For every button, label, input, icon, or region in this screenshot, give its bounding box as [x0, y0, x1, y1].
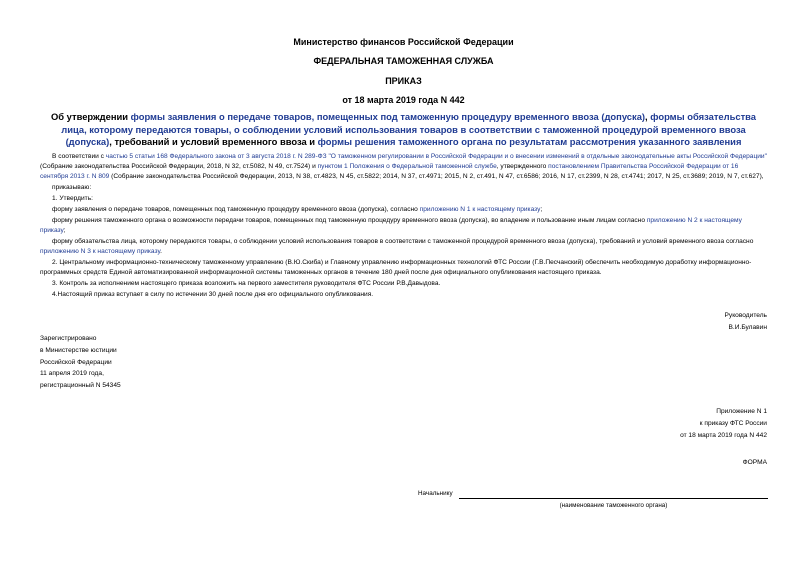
order-body: [40, 152, 768, 300]
item-form-2-end: ;: [63, 227, 66, 234]
link-appendix-2[interactable]: приложению N 2 к настоящему приказу: [40, 217, 742, 234]
preamble-text-1: В соответствии с: [52, 153, 106, 160]
signature-role: Руководитель: [724, 312, 767, 319]
service-heading: ФЕДЕРАЛЬНАЯ ТАМОЖЕННАЯ СЛУЖБА: [313, 56, 494, 66]
appendix-line-2: к приказу ФТС России: [699, 420, 767, 427]
appendix-line-3: от 18 марта 2019 года N 442: [680, 432, 767, 439]
item-form-1-end: ;: [540, 206, 543, 213]
title-sep-2: , требований и условий временного ввоза и: [109, 136, 318, 147]
item-form-1-text: форму заявления о передаче товаров, помещенных под таможенную процедуру временного ввоза (допуска), согласно: [52, 206, 420, 213]
registration-block: [40, 333, 121, 392]
item-2: 2. Центральному информационно-техническому таможенному управлению (В.Ю.Скиба) и Главному управлению информационных технологий ФТС России (Г.В.Песчанский) обеспечить необходимую доработку информационно-программных средств Единой автоматизированной информационной системы таможенных органов в течение 180 дней после дня официального опубликования настоящего приказа.: [40, 259, 752, 276]
title-link-application-form[interactable]: формы заявления о передаче товаров, помещенных под таможенную процедуру временного ввоза (допуска): [130, 111, 646, 122]
item-form-3-end: .: [160, 248, 162, 255]
title-link-decision-form[interactable]: формы решения таможенного органа по результатам рассмотрения указанного заявления: [317, 136, 742, 147]
date-number-heading: от 18 марта 2019 года N 442: [342, 95, 465, 105]
recipient-field-line[interactable]: [459, 498, 768, 499]
preamble-text-3: , утвержденного: [496, 163, 549, 170]
item-form-2: [40, 216, 768, 236]
registration-line: в Министерстве юстиции: [40, 346, 117, 354]
form-label: ФОРМА: [742, 459, 767, 466]
item-4: 4.Настоящий приказ вступает в силу по истечении 30 дней после дня его официального опубликования.: [52, 291, 374, 298]
link-appendix-1[interactable]: приложению N 1 к настоящему приказу: [419, 206, 541, 213]
item-form-1: [40, 205, 768, 215]
registration-line: Зарегистрировано: [40, 335, 97, 342]
item-3: 3. Контроль за исполнением настоящего приказа возложить на первого заместителя руководителя ФТС России Р.В.Давыдова.: [52, 280, 441, 287]
signature-name: В.И.Булавин: [728, 324, 767, 331]
doc-type-heading: ПРИКАЗ: [385, 76, 422, 86]
item-form-2-text: форму решения таможенного органа о возможности передачи товаров, помещенных под таможенную процедуру временного ввоза (допуска), во владение и пользование иным лицам согласно: [52, 217, 647, 224]
title-prefix: Об утверждении: [50, 111, 131, 122]
link-fcs-regulation[interactable]: пунктом 1 Положения о Федеральной таможенной службе: [317, 163, 497, 170]
title-sep-1: ,: [645, 111, 651, 122]
preamble-paragraph: [40, 152, 768, 182]
link-government-decree[interactable]: постановлением Правительства Российской Федерации от 16 сентября 2013 г. N 809: [40, 163, 739, 180]
link-federal-law[interactable]: частью 5 статьи 168 Федерального закона от 3 августа 2018 г. N 289-ФЗ "О таможенном регулировании в Российской Федерации и о внесении изменений в отдельные законодательные акты Российской Федерации": [105, 153, 767, 160]
recipient-field-caption: (наименование таможенного органа): [559, 502, 668, 509]
preamble-text-2: (Собрание законодательства Российской Федерации, 2018, N 32, ст.5082, N 49, ст.7524) и: [40, 163, 318, 170]
registration-line: 11 апреля 2019 года,: [40, 370, 104, 378]
appendix-header: [680, 406, 767, 442]
link-appendix-3[interactable]: приложению N 3 к настоящему приказу: [40, 248, 161, 255]
recipient-label: Начальнику: [418, 490, 453, 497]
preamble-text-4: (Собрание законодательства Российской Федерации, 2013, N 38, ст.4823, N 45, ст.5822; 2014, N 37, ст.4971; 2015, N 2, ст.491, N 47, ст.6586; 2016, N 17, ст.2399, N 28, ст.4741; 2017, N 25, ст.3689; 2019, N 7, ст.627),: [109, 173, 764, 180]
item-form-3-text: форму обязательства лица, которому передаются товары, о соблюдении условий использования товаров в соответствии с таможенной процедурой временного ввоза (допуска), требований и условий временного ввоза согласно: [52, 238, 754, 245]
appendix-line-1: Приложение N 1: [716, 408, 767, 415]
signature-block: [725, 310, 767, 334]
item-approve: 1. Утвердить:: [52, 195, 93, 202]
registration-line: регистрационный N 54345: [40, 382, 121, 390]
title-link-obligation-form[interactable]: формы обязательства лица, которому передаются товары, о соблюдении условий использования товаров в соответствии с таможенной процедурой временного ввоза (допуска): [61, 111, 757, 147]
ministry-heading: Министерство финансов Российской Федерации: [293, 37, 514, 47]
order-title: [40, 111, 767, 149]
order-word: приказываю:: [52, 184, 92, 191]
registration-line: Российской Федерации: [40, 358, 112, 366]
item-form-3: [40, 237, 768, 257]
